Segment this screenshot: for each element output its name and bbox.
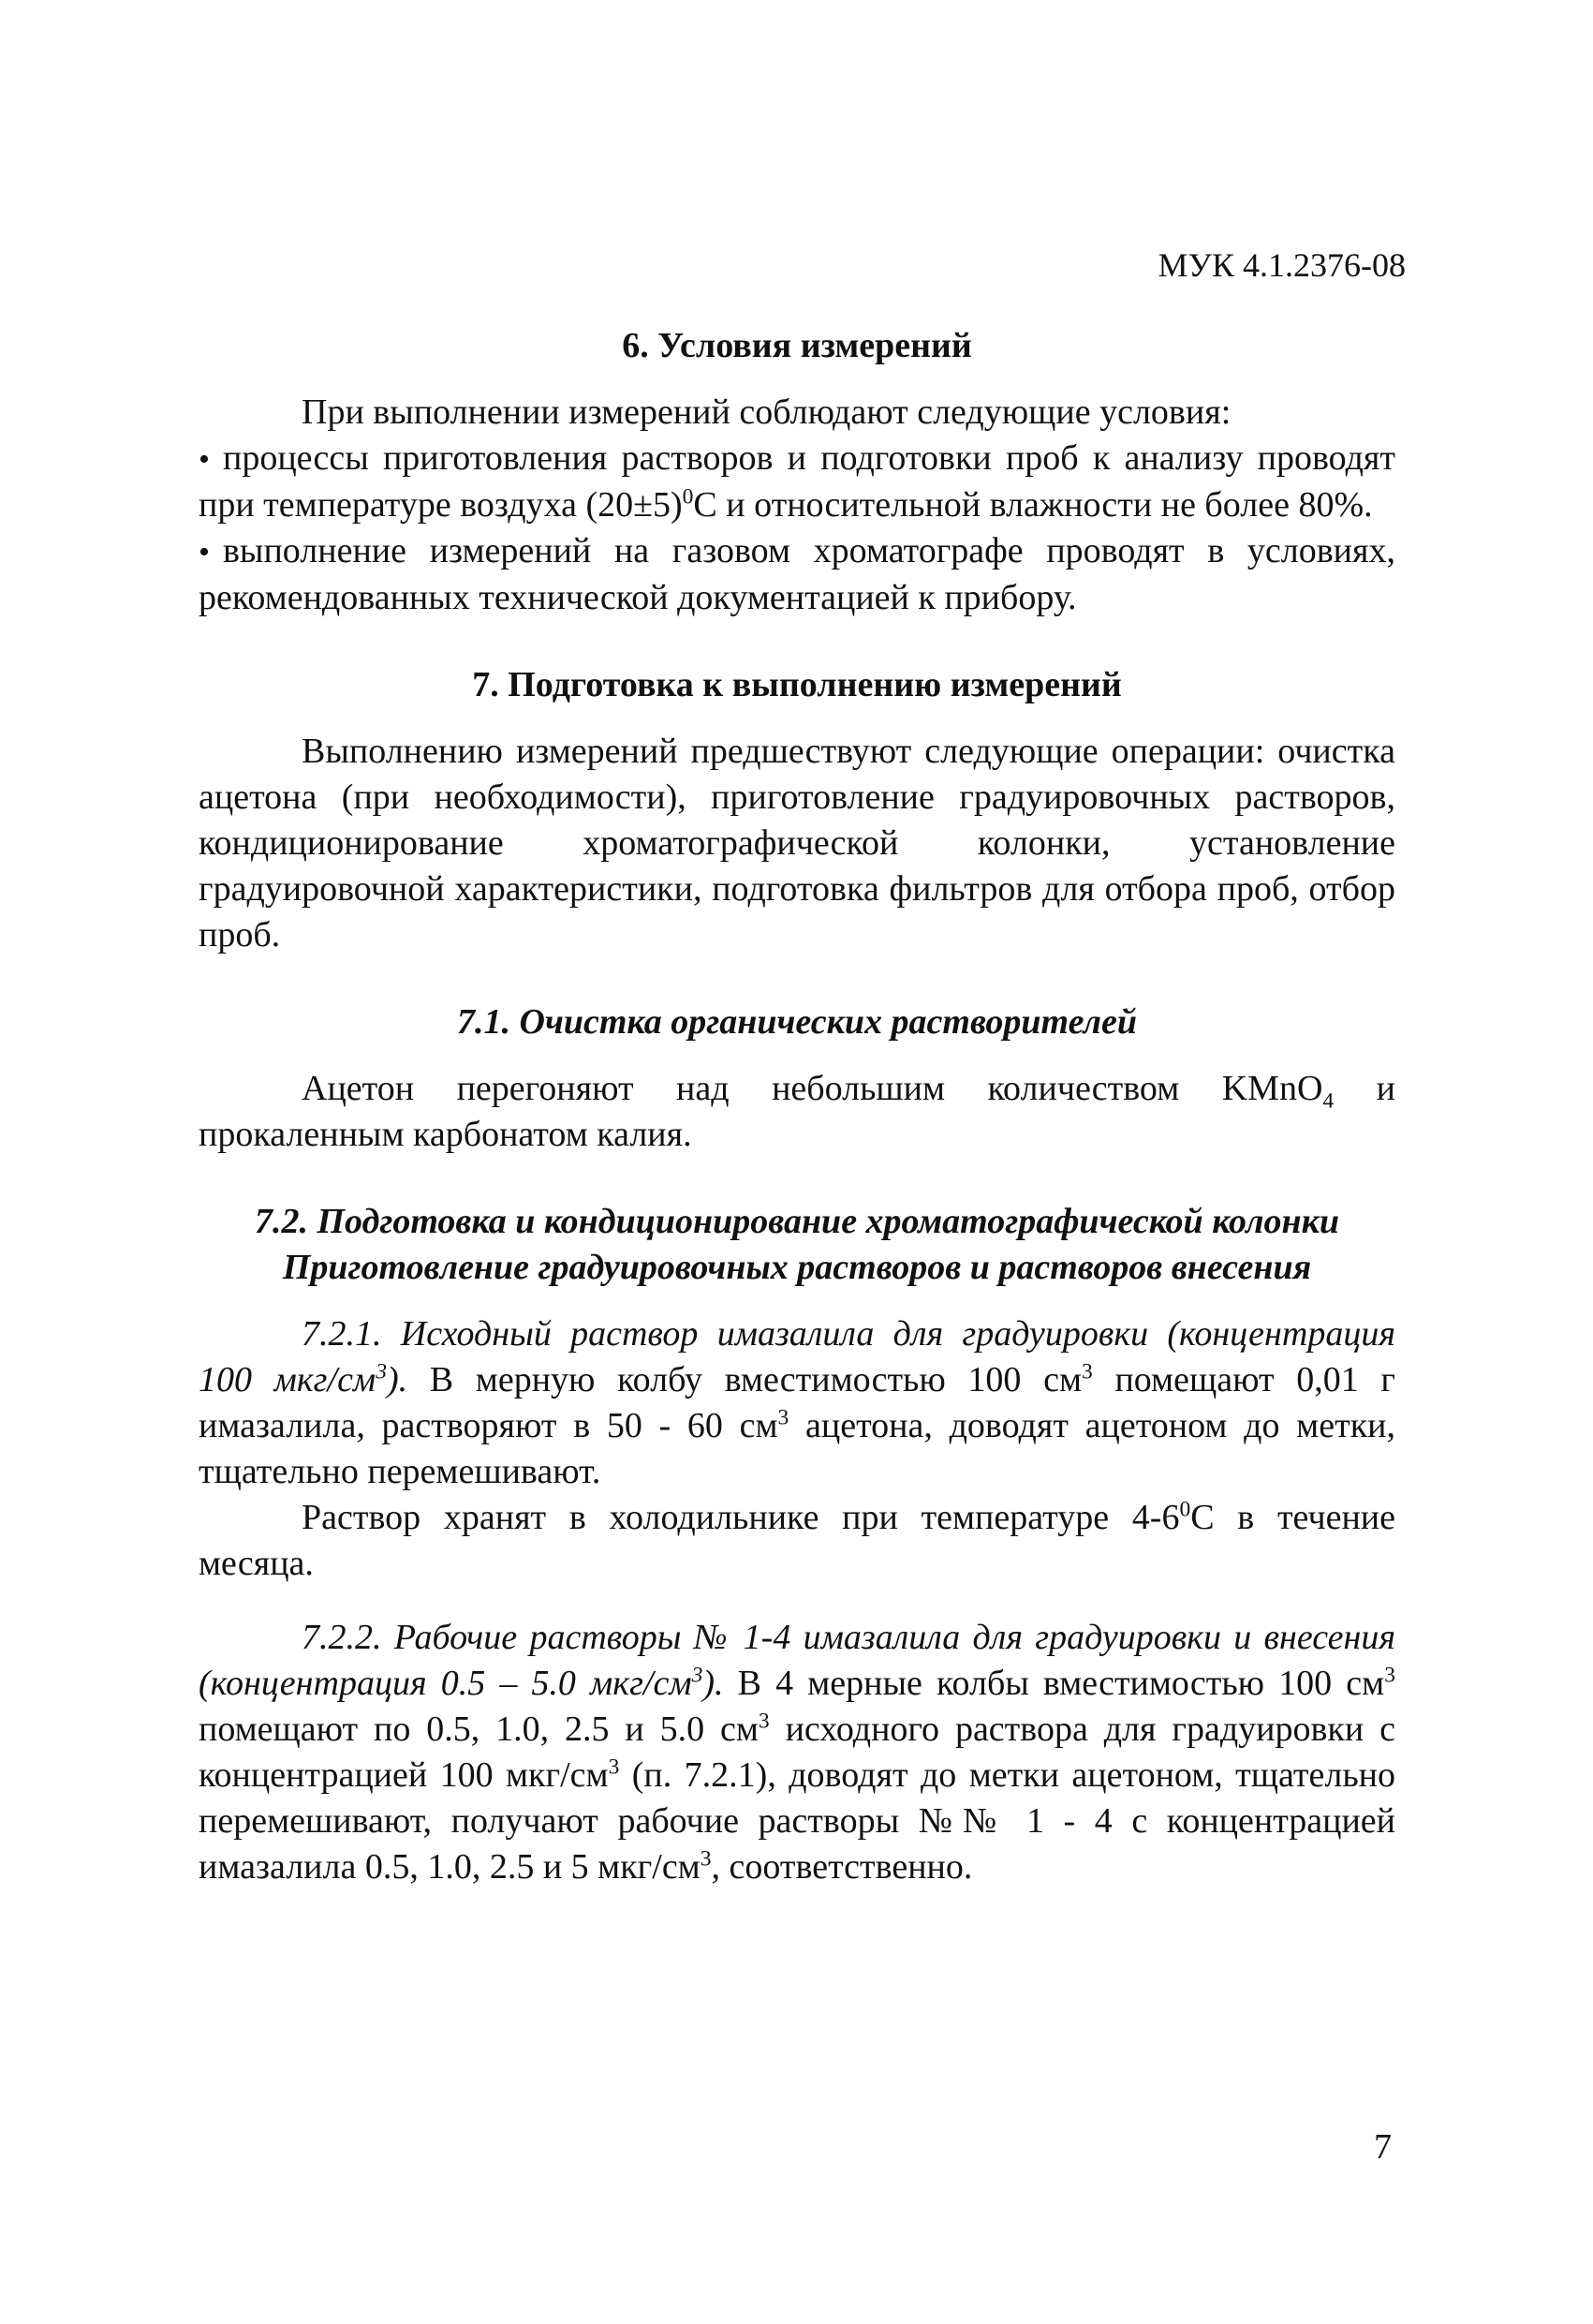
- page-content: [199, 323, 1395, 1890]
- section-6-intro: При выполнении измерений соблюдают следующие условия:: [302, 392, 1232, 432]
- section-7-1-title: 7.1. Очистка органических растворителей: [456, 1002, 1138, 1042]
- section-7-title: 7. Подготовка к выполнению измерений: [472, 665, 1122, 704]
- section-7-1-text: Ацетон перегоняют над небольшим количеством KMnO$_4$ и прокаленным карбонатом калия.: [199, 1069, 1395, 1154]
- page-number: 7: [1374, 2127, 1392, 2167]
- document-code: МУК 4.1.2376-08: [1158, 246, 1406, 284]
- section-7-2-title-line-2: Приготовление градуировочных растворов и растворов внесения: [282, 1248, 1312, 1287]
- section-6-bullet-2: • выполнение измерений на газовом хроматографе проводят в условиях, рекомендованных технической документацией к прибору.: [199, 528, 1395, 621]
- section-7-2-1-storage: Раствор хранят в холодильнике при температуре $4-6^0С$ в течение месяца.: [199, 1497, 1395, 1583]
- section-7-2-2-text: 7.2.2. Рабочие растворы № 1-4 имазалила для градуировки и внесения (концентрация 0.5 – 5.0 мкг/$см^3$). В 4 мерные колбы вместимостью 100 $см^3$ помещают по 0.5, 1.0, 2.5 и 5.0 $см^3$ исходного раствора для градуировки с концентрацией 100 мкг/$см^3$ (п. 7.2.1), доводят до метки ацетоном, тщательно перемешивают, получают рабочие растворы №№ 1 - 4 с концентрацией имазалила 0.5, 1.0, 2.5 и 5 мкг/$см^3$, соответственно.: [199, 1618, 1395, 1887]
- section-6-title: 6. Условия измерений: [622, 326, 972, 365]
- section-7-2-1-text: 7.2.1. Исходный раствор имазалила для градуировки (концентрация 100 мкг/$см^3$). В мерную колбу вместимостью 100 $см^3$ помещают 0,01 г имазалила, растворяют в 50 - 60 $см^3$ ацетона, доводят ацетоном до метки, тщательно перемешивают.: [199, 1314, 1396, 1491]
- section-7-intro: Выполнению измерений предшествуют следующие операции: очистка ацетона (при необходимости), приготовление градуировочных растворов, кондиционирование хроматографической колонки, установление градуировочной характеристики, подготовка фильтров для отбора проб, отбор проб.: [199, 732, 1395, 955]
- section-6-bullet-1: • процессы приготовления растворов и подготовки проб к анализу проводят при температуре воздуха $(20\pm 5)^0С$ и относительной влажности не более 80%.: [199, 436, 1395, 528]
- section-7-2-title-line-1: 7.2. Подготовка и кондиционирование хроматографической колонки: [254, 1202, 1340, 1241]
